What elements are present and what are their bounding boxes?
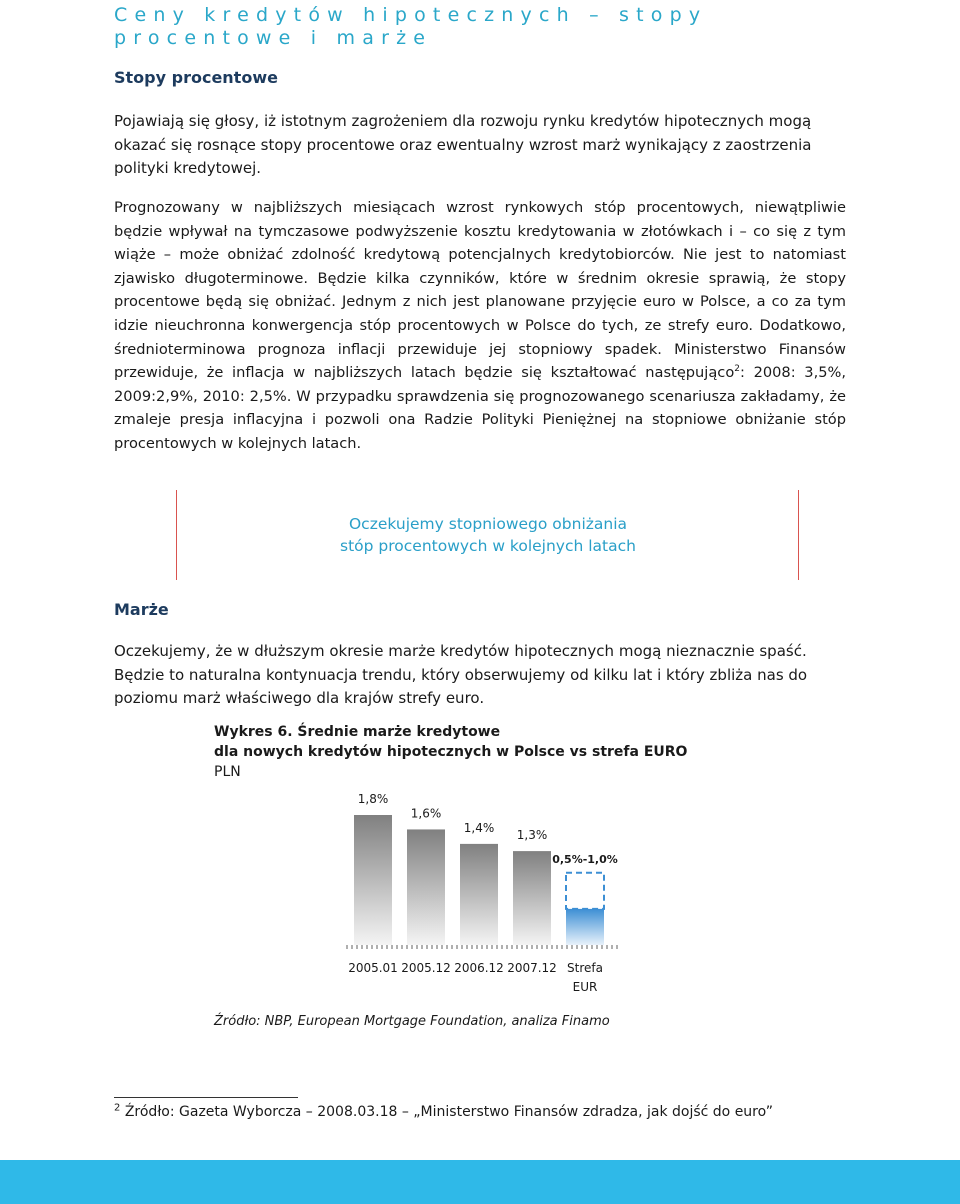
- bar-chart: [300, 780, 640, 1000]
- footnote-rule: [114, 1097, 298, 1098]
- paragraph-forecast-start: Prognozowany w najbliższych miesiącach wzrost rynkowych stóp procentowych, niewątpliwie będzie wpływał na tymczasowe podwyższenie kosztu kredytowania w złotówkach i – co się z tym wiąże – może obniżać zdolność kredytową potencjalnych kredytobiorców. Nie jest to natomiast zjawisko długoterminowe. Będzie kilka czynników, które w średnim okresie sprawią, że stopy procentowe będą się obniżać. Jednym z nich jest planowane przyjęcie euro w Polsce, a co za tym idzie nieuchronna konwergencja stóp procentowych w Polsce do tych, ze strefy euro. Dodatkowo, średnioterminowa prognoza inflacji przewiduje jej stopniowy spadek. Ministerstwo Finansów przewiduje, że inflacja w najbliższych latach będzie się kształtować następująco: [114, 199, 846, 382]
- section-heading-margins: Marże: [114, 600, 169, 619]
- bar-label-3: 1,3%: [516, 828, 548, 843]
- chart-title-line1: Wykres 6. Średnie marże kredytowe: [214, 724, 501, 740]
- chart-title: [214, 722, 687, 782]
- quote-divider-left: [176, 490, 177, 580]
- footnote-text: Źródło: Gazeta Wyborcza – 2008.03.18 – „Ministerstwo Finansów zdradza, jak dojść do euro”: [120, 1104, 773, 1120]
- paragraph-intro: Pojawiają się głosy, iż istotnym zagrożeniem dla rozwoju rynku kredytów hipotecznych mogą okazać się rosnące stopy procentowe oraz ewentualny wzrost marż wynikający z zaostrzenia polityki kredytowej.: [114, 112, 812, 178]
- bar-label-2: 1,4%: [463, 820, 495, 835]
- bar-label-0: 1,8%: [357, 792, 389, 806]
- quote-divider-right: [798, 490, 799, 580]
- footnote-number: 2: [114, 1102, 121, 1114]
- paragraph-margins: Oczekujemy, że w dłuższym okresie marże kredytów hipotecznych mogą nieznacznie spaść. Będzie to naturalna kontynuacja trendu, który obserwujemy od kilku lat i który zbliża nas do poziomu marż właściwego dla krajów strefy euro.: [114, 642, 808, 708]
- category-label-4-0: Strefa: [567, 961, 603, 975]
- chart-title-line2: dla nowych kredytów hipotecznych w Polsce vs strefa EURO: [214, 744, 688, 760]
- pull-quote-line2: stóp procentowych w kolejnych latach: [340, 537, 636, 555]
- bar-label-euro: 0,5%-1,0%: [552, 852, 618, 866]
- category-label-3-0: 2007.12: [507, 961, 557, 975]
- bar-3: [513, 851, 551, 945]
- section-heading-interest-rates: Stopy procentowe: [114, 68, 278, 87]
- pull-quote: [200, 513, 776, 557]
- footnote-ref[interactable]: 2: [734, 364, 740, 375]
- category-label-1-0: 2005.12: [401, 961, 451, 975]
- footnote: [114, 1104, 773, 1120]
- category-label-0-0: 2005.01: [348, 961, 398, 975]
- category-label-4-1: EUR: [572, 980, 598, 994]
- chart-unit: PLN: [214, 764, 241, 780]
- paragraph-forecast: [114, 196, 846, 456]
- bar-2: [460, 844, 498, 945]
- bottom-band: [0, 1160, 960, 1204]
- chart-source: Źródło: NBP, European Mortgage Foundation, analiza Finamo: [214, 1014, 610, 1029]
- bar-euro-range: [566, 873, 604, 909]
- paragraph-forecast-end: : 2008: 3,5%, 2009:2,9%, 2010: 2,5%. W przypadku sprawdzenia się prognozowanego scenariusza zakładamy, że zmaleje presja inflacyjna i pozwoli ona Radzie Polityki Pieniężnej na stopniowe obniżanie stóp procentowych w kolejnych latach.: [114, 364, 846, 452]
- pull-quote-line1: Oczekujemy stopniowego obniżania: [348, 515, 628, 533]
- bar-euro-min: [566, 909, 604, 945]
- category-label-2-0: 2006.12: [454, 961, 504, 975]
- page-header-title: Ceny kredytów hipotecznych – stopy procentowe i marże: [114, 4, 708, 49]
- bar-0: [354, 815, 392, 945]
- bar-1: [407, 829, 445, 945]
- bar-label-1: 1,6%: [410, 806, 442, 821]
